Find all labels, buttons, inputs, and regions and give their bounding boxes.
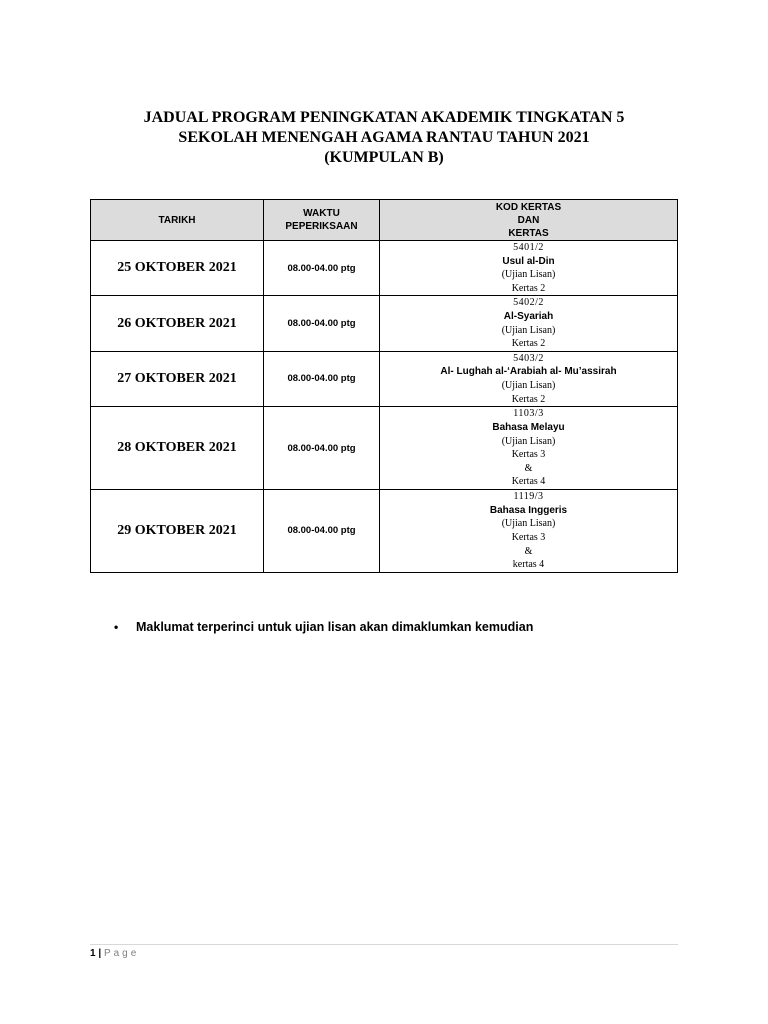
- time-cell: 08.00-04.00 ptg: [264, 490, 380, 573]
- time-cell: 08.00-04.00 ptg: [264, 296, 380, 351]
- note-bullet-item: [114, 620, 533, 634]
- paper-cell: [380, 351, 678, 406]
- table-row: [91, 490, 678, 573]
- table-row: [91, 296, 678, 351]
- date-cell: 26 OKTOBER 2021: [91, 296, 264, 351]
- table-row: [91, 241, 678, 296]
- subject-name: Usul al-Din: [502, 255, 555, 267]
- date-cell: 27 OKTOBER 2021: [91, 351, 264, 406]
- table-header-row: [91, 200, 678, 241]
- schedule-table: [90, 199, 678, 573]
- subject-name: Bahasa Inggeris: [489, 504, 568, 516]
- date-cell: 28 OKTOBER 2021: [91, 407, 264, 490]
- page-footer: [90, 948, 139, 959]
- header-kod-kertas: KOD KERTAS DAN KERTAS: [380, 200, 678, 241]
- paper-label: Kertas 3: [511, 531, 546, 543]
- paper-code: 5403/2: [513, 352, 544, 364]
- paper-code: 1103/3: [513, 408, 544, 420]
- exam-mode: (Ujian Lisan): [501, 379, 556, 391]
- date-cell: 25 OKTOBER 2021: [91, 241, 264, 296]
- paper-cell: [380, 296, 678, 351]
- document-title: [0, 108, 768, 168]
- paper-cell: [380, 407, 678, 490]
- bullet-icon: •: [114, 620, 119, 634]
- paper-code: 5402/2: [513, 297, 544, 309]
- paper-label: Kertas 2: [511, 282, 546, 294]
- paper-label: Kertas 2: [511, 338, 546, 350]
- title-line-1: JADUAL PROGRAM PENINGKATAN AKADEMIK TINGKATAN 5: [143, 109, 625, 126]
- paper-code: 5401/2: [513, 242, 544, 253]
- exam-mode: (Ujian Lisan): [501, 518, 556, 530]
- title-line-3: (KUMPULAN B): [324, 149, 444, 166]
- paper-label-2: Kertas 4: [511, 476, 546, 488]
- header-tarikh: TARIKH: [91, 200, 264, 241]
- paper-label: Kertas 2: [511, 393, 546, 405]
- date-cell: 29 OKTOBER 2021: [91, 490, 264, 573]
- subject-name: Al- Lughah al-‘Arabiah al- Mu’assirah: [440, 366, 617, 378]
- title-line-2: SEKOLAH MENENGAH AGAMA RANTAU TAHUN 2021: [178, 129, 590, 146]
- table-row: [91, 407, 678, 490]
- exam-mode: (Ujian Lisan): [501, 435, 556, 447]
- exam-mode: (Ujian Lisan): [501, 269, 556, 281]
- page-number: 1: [90, 948, 96, 959]
- paper-cell: [380, 241, 678, 296]
- paper-cell: [380, 490, 678, 573]
- time-cell: 08.00-04.00 ptg: [264, 351, 380, 406]
- ampersand: &: [524, 462, 533, 474]
- paper-label-2: kertas 4: [512, 559, 545, 571]
- paper-code: 1119/3: [513, 491, 544, 503]
- footer-separator: |: [98, 948, 102, 959]
- time-cell: 08.00-04.00 ptg: [264, 407, 380, 490]
- subject-name: Al-Syariah: [503, 310, 554, 322]
- exam-mode: (Ujian Lisan): [501, 324, 556, 336]
- table-row: [91, 351, 678, 406]
- ampersand: &: [524, 545, 533, 557]
- footer-divider: [90, 944, 678, 945]
- note-text: Maklumat terperinci untuk ujian lisan akan dimaklumkan kemudian: [136, 620, 534, 634]
- subject-name: Bahasa Melayu: [492, 421, 565, 433]
- time-cell: 08.00-04.00 ptg: [264, 241, 380, 296]
- page-word: Page: [103, 948, 140, 959]
- header-waktu: WAKTU PEPERIKSAAN: [264, 200, 380, 241]
- paper-label: Kertas 3: [511, 449, 546, 461]
